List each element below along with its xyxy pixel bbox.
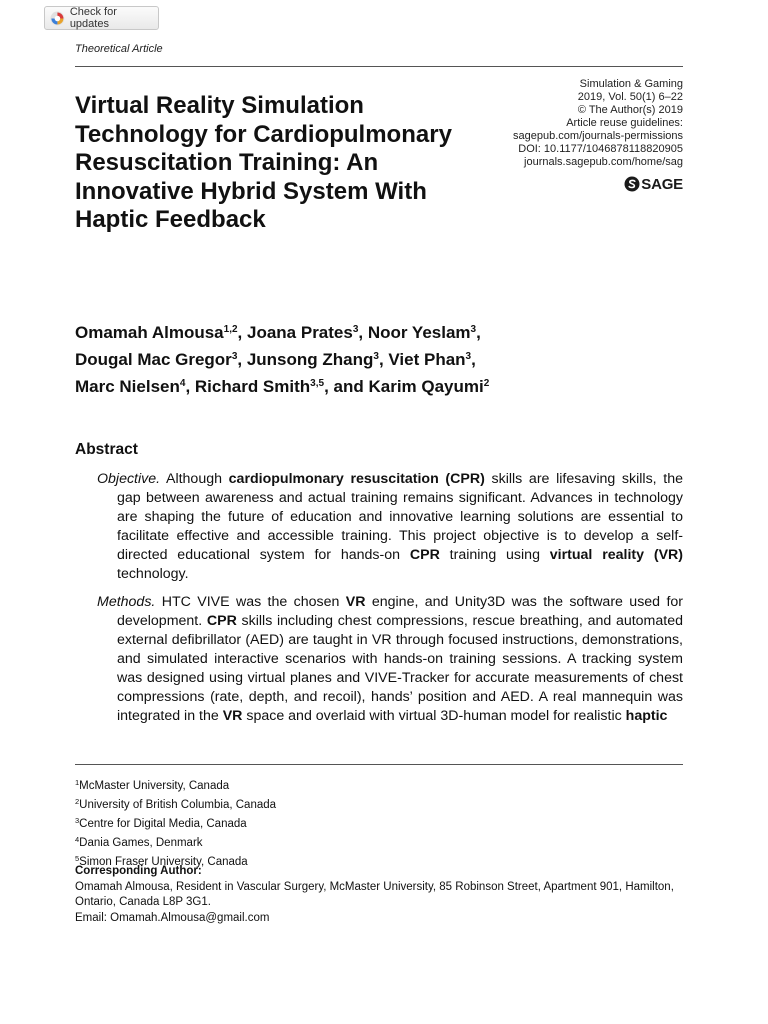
highlighted-keyword: CPR — [409, 547, 440, 563]
highlighted-keyword: virtual reality (VR) — [549, 547, 683, 563]
abstract-methods — [97, 593, 683, 726]
author-separator: , — [358, 323, 368, 342]
article-title: Virtual Reality Simulation Technology for Cardiopulmonary Resuscitation Training: An Innovative Hybrid System With Haptic Feedback — [75, 92, 452, 233]
journal-volume: 2019, Vol. 50(1) 6–22 — [577, 91, 683, 103]
abstract-objective — [97, 470, 683, 584]
author-affiliation-marker: 2 — [483, 378, 490, 389]
author-name: Junsong Zhang — [246, 350, 374, 369]
author-separator: , — [471, 350, 476, 369]
affiliation-item — [75, 832, 683, 851]
abstract-text: training using — [439, 547, 550, 563]
abstract-text: technology. — [117, 566, 189, 582]
author-affiliation-marker: 1,2 — [223, 324, 238, 335]
author-affiliation-marker: 3 — [231, 351, 238, 362]
affiliation-item — [75, 775, 683, 794]
journal-name: Simulation & Gaming — [579, 78, 683, 90]
check-for-updates-label: Check for updates — [69, 6, 117, 30]
abstract-text: skills are lifesaving skills, the gap between awareness and actual training remains significant. Advances in technology are shaping the future of education and innovative learning solutions are essential to facilitate effective and accessible training. This project objective is to develop a self-directed educational system for hands-on — [117, 471, 684, 563]
highlighted-keyword: cardiopulmonary resuscitation (CPR) — [228, 471, 485, 487]
author-affiliation-marker: 3 — [352, 324, 359, 335]
footnote-divider — [75, 764, 683, 765]
author-name: Joana Prates — [247, 323, 353, 342]
affiliation-text: Simon Fraser University, Canada — [79, 856, 248, 868]
author-separator: , — [237, 350, 247, 369]
methods-label: Methods. — [97, 594, 156, 610]
corresponding-author-email[interactable]: Email: Omamah.Almousa@gmail.com — [75, 911, 270, 924]
abstract-text: space and overlaid with virtual 3D-human model for realistic — [242, 708, 626, 724]
author-name: Noor Yeslam — [367, 323, 471, 342]
author-separator: , — [237, 323, 247, 342]
affiliation-number: 5 — [75, 854, 80, 863]
affiliation-text: McMaster University, Canada — [79, 780, 230, 792]
sage-wordmark: SAGE — [641, 175, 683, 193]
reuse-guidelines-label: Article reuse guidelines: — [566, 117, 683, 129]
check-for-updates-icon — [50, 11, 65, 26]
highlighted-keyword: haptic — [625, 708, 668, 724]
corresponding-author — [75, 864, 683, 926]
corresponding-author-address: Omamah Almousa, Resident in Vascular Surgery, McMaster University, 85 Robinson Street, Apartment 901, Hamilton, Ontario, Canada L8P 3G1. — [75, 880, 674, 908]
author-separator: , — [378, 350, 389, 369]
sage-logo — [624, 175, 683, 193]
top-divider — [75, 66, 683, 67]
journal-metadata — [453, 78, 683, 169]
abstract-text: Although — [160, 471, 229, 487]
affiliation-item — [75, 794, 683, 813]
author-name: Omamah Almousa — [75, 323, 224, 342]
affiliation-text: Dania Games, Denmark — [79, 837, 203, 849]
affiliation-number: 4 — [75, 835, 80, 844]
affiliations-list — [75, 775, 683, 870]
highlighted-keyword: VR — [222, 708, 243, 724]
abstract-text: engine, and Unity3D was the software used for development. — [117, 594, 683, 629]
author-name: Marc Nielsen — [75, 377, 180, 396]
author-affiliation-marker: 3 — [470, 324, 477, 335]
affiliation-text: Centre for Digital Media, Canada — [79, 818, 247, 830]
author-name: Dougal Mac Gregor — [75, 350, 232, 369]
author-name: Karim Qayumi — [368, 377, 484, 396]
abstract-text: skills including chest compressions, rescue breathing, and automated external defibrillator (AED) are taught in VR through focused instructions, demonstrations, and simulated interactive scenarios with hands-on training sessions. A tracking system was designed using virtual planes and VIVE-Tracker for accurate measurements of chest compressions (rate, depth, and recoil), hands’ position and AED. A real mannequin was integrated in the — [117, 613, 683, 724]
corresponding-author-label: Corresponding Author: — [75, 865, 202, 877]
author-affiliation-marker: 4 — [179, 378, 186, 389]
author-separator: , and — [324, 377, 369, 396]
author-affiliation-marker: 3 — [465, 351, 472, 362]
sage-s-icon — [624, 176, 640, 192]
author-separator: , — [185, 377, 195, 396]
affiliation-number: 3 — [75, 816, 80, 825]
author-separator: , — [476, 323, 481, 342]
highlighted-keyword: CPR — [206, 613, 237, 629]
author-affiliation-marker: 3,5 — [310, 378, 325, 389]
doi-link[interactable]: DOI: 10.1177/1046878118820905 — [518, 143, 683, 155]
affiliation-number: 1 — [75, 778, 80, 787]
affiliation-number: 2 — [75, 797, 80, 806]
abstract-heading: Abstract — [75, 441, 138, 458]
author-list — [75, 318, 683, 399]
author-affiliation-marker: 3 — [373, 351, 379, 362]
author-name: Richard Smith — [194, 377, 311, 396]
highlighted-keyword: VR — [345, 594, 366, 610]
objective-label: Objective. — [97, 471, 161, 487]
check-for-updates-button[interactable] — [44, 6, 159, 30]
reuse-guidelines-link[interactable]: sagepub.com/journals-permissions — [513, 130, 683, 142]
abstract-text: HTC VIVE was the chosen — [155, 594, 346, 610]
author-name: Viet Phan — [388, 350, 466, 369]
journal-homepage-link[interactable]: journals.sagepub.com/home/sag — [524, 156, 683, 168]
affiliation-item — [75, 813, 683, 832]
affiliation-text: University of British Columbia, Canada — [79, 799, 277, 811]
journal-copyright: © The Author(s) 2019 — [577, 104, 683, 116]
article-type: Theoretical Article — [75, 43, 163, 55]
